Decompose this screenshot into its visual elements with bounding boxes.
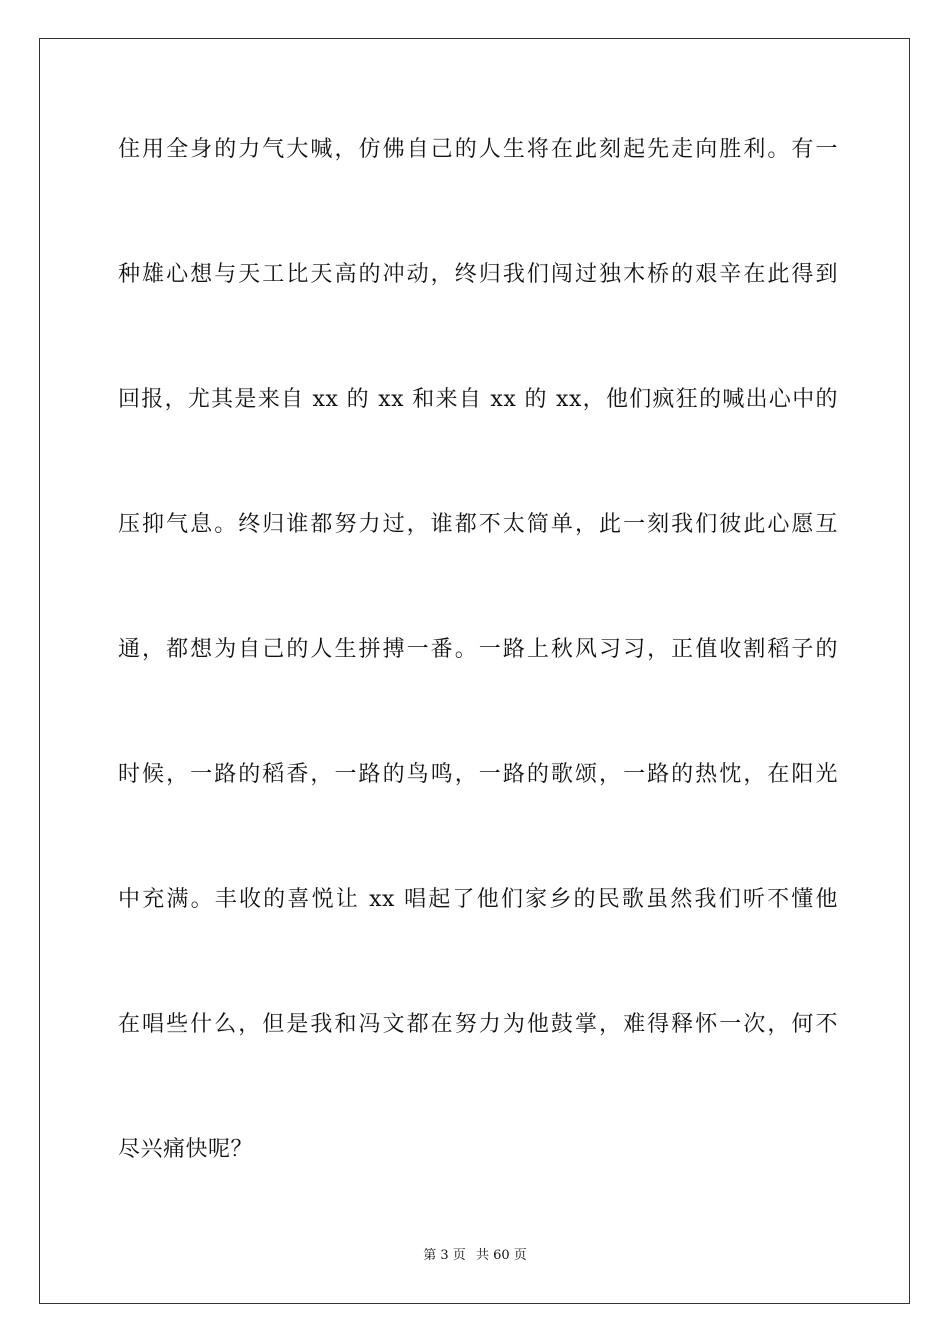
paragraph-line-6: 时候，一路的稻香，一路的鸟鸣，一路的歌颂，一路的热忱，在阳光 <box>118 762 838 787</box>
paragraph-line-3: 回报，尤其是来自 xx 的 xx 和来自 xx 的 xx，他们疯狂的喊出心中的 <box>118 387 838 412</box>
paragraph-line-5: 通，都想为自己的人生拼搏一番。一路上秋风习习，正值收割稻子的 <box>118 637 838 662</box>
paragraph-line-7: 中充满。丰收的喜悦让 xx 唱起了他们家乡的民歌虽然我们听不懂他 <box>118 887 838 912</box>
page-number: 第 3 页 <box>423 1248 466 1263</box>
total-pages: 共 60 页 <box>475 1248 527 1263</box>
paragraph-line-4: 压抑气息。终归谁都努力过，谁都不太简单，此一刻我们彼此心愿互 <box>118 512 838 537</box>
paragraph-line-2: 种雄心想与天工比天高的冲动，终归我们闯过独木桥的艰辛在此得到 <box>118 262 838 287</box>
page-footer <box>0 1248 950 1264</box>
paragraph-line-8: 在唱些什么，但是我和冯文都在努力为他鼓掌，难得释怀一次，何不 <box>118 1012 838 1037</box>
paragraph-line-1: 住用全身的力气大喊，仿佛自己的人生将在此刻起先走向胜利。有一 <box>118 137 838 162</box>
paragraph-line-9: 尽兴痛快呢？ <box>118 1137 254 1162</box>
page-border <box>39 38 910 1304</box>
